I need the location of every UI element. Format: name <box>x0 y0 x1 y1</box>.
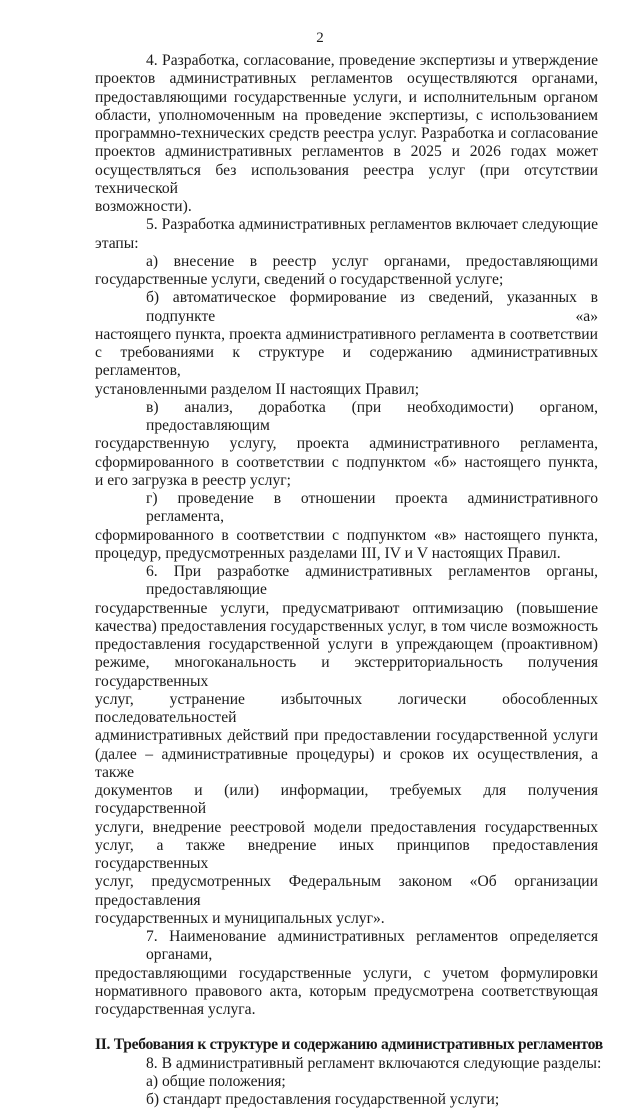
text-line: административных действий при предоставлении государственной услуги <box>95 727 598 745</box>
section-1-paragraphs <box>95 52 598 1019</box>
text-line: государственные услуги, сведений о государственной услуге; <box>95 271 598 289</box>
text-line: услуг, устранение избыточных логически обособленных последовательностей <box>95 691 598 728</box>
paragraph-p5g <box>95 490 598 563</box>
text-line: государственные услуги, предусматривают оптимизацию (повышение <box>95 600 598 618</box>
text-line: 6. При разработке административных регламентов органы, предоставляющие <box>95 563 598 600</box>
document-body <box>95 52 598 1109</box>
text-line: режиме, многоканальность и экстерриториальность получения государственных <box>95 654 598 691</box>
text-line: проектов административных регламентов в 2025 и 2026 годах может <box>95 143 598 161</box>
text-line: б) автоматическое формирование из сведений, указанных в подпункте «а» <box>95 289 598 326</box>
text-line: этапы: <box>95 235 598 253</box>
paragraph-p6 <box>95 563 598 928</box>
text-line: осуществляться без использования реестра услуг (при отсутствии технической <box>95 162 598 199</box>
text-line: 4. Разработка, согласование, проведение экспертизы и утверждение <box>95 52 598 70</box>
text-line: с требованиями к структуре и содержанию административных регламентов, <box>95 344 598 381</box>
paragraph-p8 <box>95 1055 598 1073</box>
text-line: проектов административных регламентов осуществляются органами, <box>95 70 598 88</box>
text-line: предоставляющими государственные услуги, с учетом формулировки <box>95 965 598 983</box>
paragraph-p4 <box>95 52 598 216</box>
text-line: сформированного в соответствии с подпунктом «в» настоящего пункта, <box>95 527 598 545</box>
text-line: а) общие положения; <box>95 1073 598 1091</box>
text-line: государственных и муниципальных услуг». <box>95 910 598 928</box>
paragraph-p5 <box>95 216 598 253</box>
section-heading: II. Требования к структуре и содержанию административных регламентов <box>95 1036 598 1054</box>
text-line: документов и (или) информации, требуемых для получения государственной <box>95 782 598 819</box>
text-line: б) стандарт предоставления государственной услуги; <box>95 1091 598 1109</box>
text-line: и его загрузка в реестр услуг; <box>95 472 598 490</box>
page-number: 2 <box>0 30 640 47</box>
text-line: нормативного правового акта, которым предусмотрена соответствующая <box>95 983 598 1001</box>
text-line: государственная услуга. <box>95 1001 598 1019</box>
text-line: услуг, а также внедрение иных принципов предоставления государственных <box>95 837 598 874</box>
text-line: возможности). <box>95 198 598 216</box>
paragraph-p8b <box>95 1091 598 1109</box>
text-line: предоставляющими государственные услуги, и исполнительным органом <box>95 89 598 107</box>
text-line: в) анализ, доработка (при необходимости) органом, предоставляющим <box>95 399 598 436</box>
text-line: 5. Разработка административных регламентов включает следующие <box>95 216 598 234</box>
text-line: программно-технических средств реестра услуг. Разработка и согласование <box>95 125 598 143</box>
text-line: услуг, предусмотренных Федеральным законом «Об организации предоставления <box>95 873 598 910</box>
text-line: сформированного в соответствии с подпунктом «б» настоящего пункта, <box>95 454 598 472</box>
text-line: услуги, внедрение реестровой модели предоставления государственных <box>95 819 598 837</box>
text-line: установленными разделом II настоящих Правил; <box>95 381 598 399</box>
text-line: 7. Наименование административных регламентов определяется органами, <box>95 928 598 965</box>
text-line: государственную услугу, проекта административного регламента, <box>95 435 598 453</box>
text-line: настоящего пункта, проекта административного регламента в соответствии <box>95 326 598 344</box>
text-line: а) внесение в реестр услуг органами, предоставляющими <box>95 253 598 271</box>
paragraph-p5b <box>95 289 598 399</box>
paragraph-p7 <box>95 928 598 1019</box>
paragraph-p5v <box>95 399 598 490</box>
text-line: предоставления государственной услуги в упреждающем (проактивном) <box>95 636 598 654</box>
paragraph-p8a <box>95 1073 598 1091</box>
text-line: области, уполномоченным на проведение экспертизы, с использованием <box>95 107 598 125</box>
section-2-paragraphs <box>95 1055 598 1109</box>
text-line: (далее – административные процедуры) и сроков их осуществления, а также <box>95 746 598 783</box>
paragraph-p5a <box>95 253 598 290</box>
text-line: процедур, предусмотренных разделами III, IV и V настоящих Правил. <box>95 545 598 563</box>
text-line: качества) предоставления государственных услуг, в том числе возможность <box>95 618 598 636</box>
text-line: 8. В административный регламент включаются следующие разделы: <box>95 1055 598 1073</box>
text-line: г) проведение в отношении проекта административного регламента, <box>95 490 598 527</box>
